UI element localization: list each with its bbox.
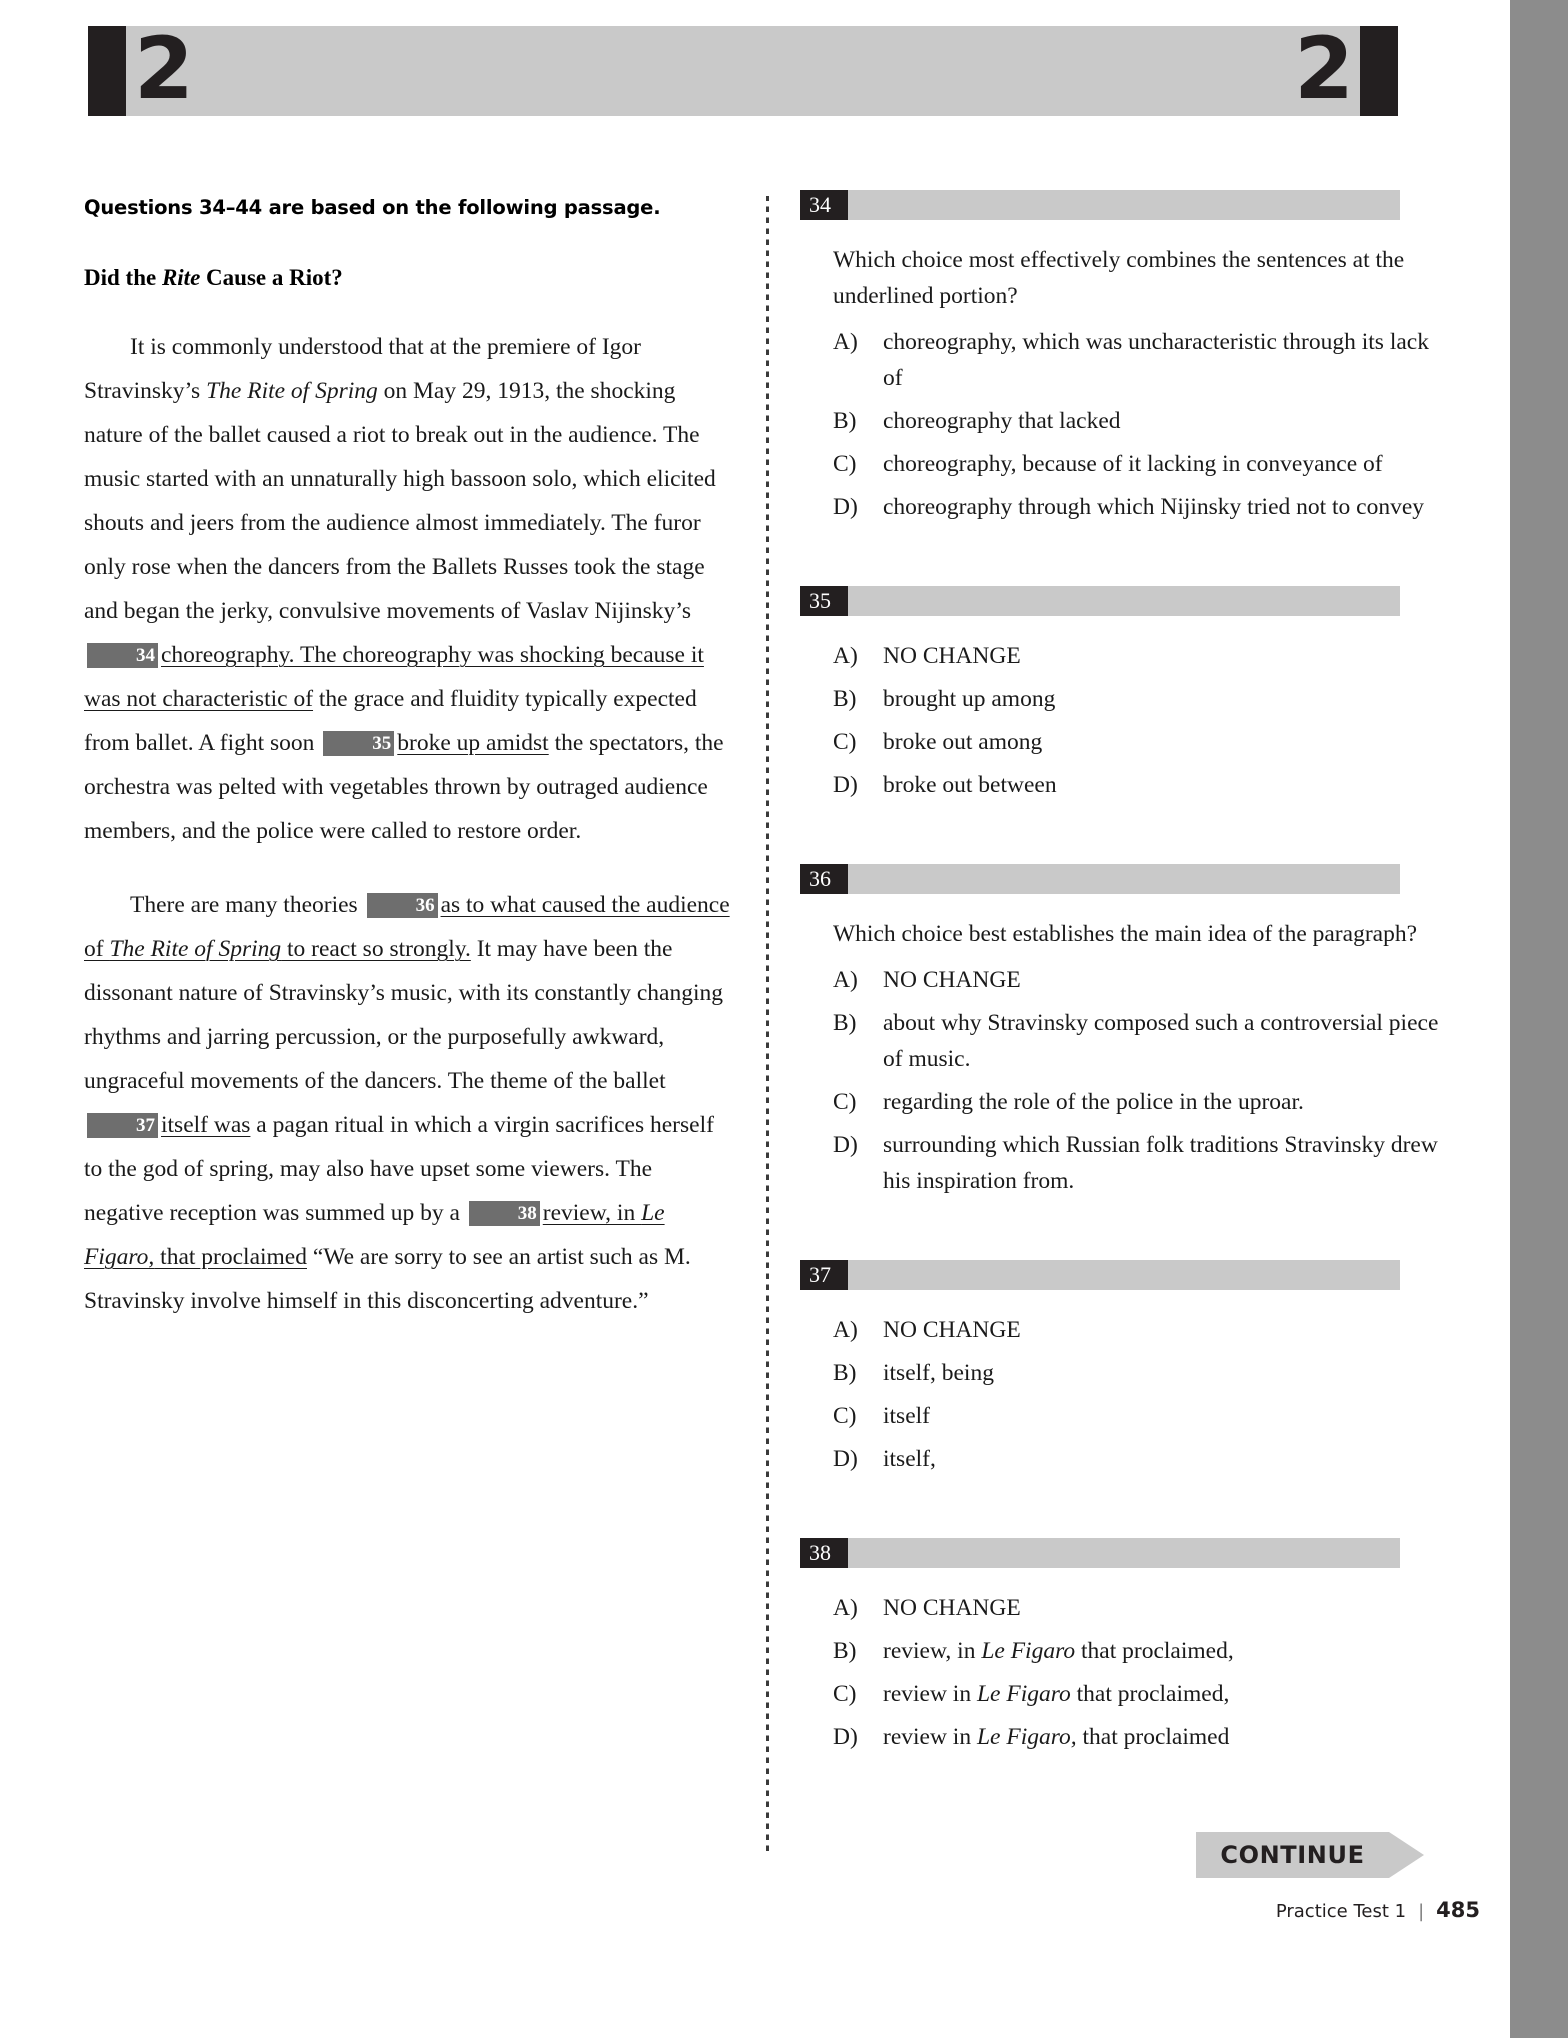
directions-line: Questions 34–44 are based on the following passage. [84,196,661,219]
question-37 [800,1260,1448,1477]
choice-38-d[interactable] [833,1719,1448,1755]
passage-column [84,196,732,1353]
choice-37-a[interactable] [833,1312,1448,1348]
question-35-bar [848,586,1400,616]
choice-36-c-label: C) [833,1089,857,1115]
section-header [88,19,1398,119]
question-36-choices [833,962,1448,1199]
p2-underlined-37: itself was [161,1112,251,1138]
section-number-right: 2 [1294,19,1354,119]
choice-36-d-label: D) [833,1132,858,1158]
spacer-35-36 [800,810,1448,864]
choice-35-c[interactable] [833,724,1448,760]
choice-37-a-text: NO CHANGE [883,1317,1021,1343]
question-38-choices [833,1590,1448,1755]
choice-38-b[interactable] [833,1633,1448,1669]
choice-37-b-text: itself, being [883,1360,994,1386]
choice-35-b-label: B) [833,686,857,712]
choice-38-b-post: that proclaimed, [1075,1638,1234,1664]
choice-38-d-post: that proclaimed [1076,1724,1230,1750]
passage-marker-36[interactable]: 36 [367,893,438,918]
choice-35-d-label: D) [833,772,858,798]
question-35 [800,586,1448,803]
question-35-number: 35 [800,586,848,616]
choice-34-d-text: choreography through which Nijinsky tried not to convey [883,494,1425,520]
spacer-37-38 [800,1484,1448,1538]
passage-title-italic: Rite [161,265,201,290]
choice-35-c-label: C) [833,729,857,755]
question-38 [800,1538,1448,1755]
choice-35-c-text: broke out among [883,729,1043,755]
questions-column [800,190,1448,1762]
question-34-choices [833,324,1448,525]
question-37-choices [833,1312,1448,1477]
footer-test-label: Practice Test 1 [1275,1901,1407,1922]
question-38-number: 38 [800,1538,848,1568]
choice-35-d-text: broke out between [883,772,1057,798]
p1-seg1: It is commonly understood that at the premiere of Igor Stravinsky’s [84,334,641,404]
choice-34-b-text: choreography that lacked [883,408,1121,434]
choice-38-b-label: B) [833,1638,857,1664]
choice-37-d-text: itself, [883,1446,936,1472]
continue-arrow-icon [1389,1832,1424,1878]
header-gray-bar [126,26,1360,116]
p2-seg4: “We are sorry to see an artist such as M. Stravinsky involve himself in this disconcerting adventure.” [84,1244,691,1314]
question-36-bar [848,864,1400,894]
page-edge-band [1510,0,1568,2038]
choice-38-a-pre: NO CHANGE [883,1595,1021,1621]
choice-37-c-label: C) [833,1403,857,1429]
choice-38-c-label: C) [833,1681,857,1707]
question-34-stem: Which choice most effectively combines the sentences at the underlined portion? [833,247,1405,309]
p2-u38-post: that proclaimed [154,1244,307,1270]
passage-marker-35[interactable]: 35 [323,731,394,756]
passage-paragraph-1 [84,325,732,853]
passage-title-post: Cause a Riot? [200,265,343,290]
choice-36-c-text: regarding the role of the police in the uproar. [883,1089,1304,1115]
choice-34-a-text: choreography, which was uncharacteristic through its lack of [883,329,1429,391]
p1-underlined-35: broke up amidst [397,730,549,756]
choice-34-b[interactable] [833,403,1448,439]
footer-separator: | [1418,1901,1425,1922]
header-left-block [88,26,126,116]
choice-37-d[interactable] [833,1441,1448,1477]
choice-37-b-label: B) [833,1360,857,1386]
choice-34-a-label: A) [833,329,858,355]
choice-37-c[interactable] [833,1398,1448,1434]
question-36-header [800,864,1400,894]
continue-button[interactable] [1196,1832,1424,1878]
choice-35-b[interactable] [833,681,1448,717]
question-34-number: 34 [800,190,848,220]
choice-34-d[interactable] [833,489,1448,525]
passage-marker-34[interactable]: 34 [87,643,158,668]
choice-38-c-italic: Le Figaro [976,1681,1071,1707]
choice-34-a[interactable] [833,324,1448,396]
choice-36-b[interactable] [833,1005,1448,1077]
header-right-block [1360,26,1398,116]
p2-seg1: There are many theories [130,892,364,918]
question-37-number: 37 [800,1260,848,1290]
choice-35-a-text: NO CHANGE [883,643,1021,669]
choice-36-c[interactable] [833,1084,1448,1120]
choice-34-c-text: choreography, because of it lacking in conveyance of [883,451,1383,477]
spacer-34-35 [800,532,1448,586]
question-35-header [800,586,1400,616]
question-37-bar [848,1260,1400,1290]
choice-37-a-label: A) [833,1317,858,1343]
choice-38-b-pre: review, in [883,1638,982,1664]
p2-u38-italic: Le Figaro, [84,1200,665,1270]
passage-marker-37[interactable]: 37 [87,1113,158,1138]
choice-35-b-text: brought up among [883,686,1056,712]
choice-36-b-label: B) [833,1010,857,1036]
choice-35-a[interactable] [833,638,1448,674]
choice-38-d-pre: review in [883,1724,977,1750]
question-36 [800,864,1448,1199]
p1-underlined-34: choreography. The choreography was shocking because it was not characteristic of [84,642,704,712]
choice-36-a-label: A) [833,967,858,993]
choice-34-c[interactable] [833,446,1448,482]
page-edge-gap [1502,0,1510,2038]
choice-38-d-italic: Le Figaro, [976,1724,1077,1750]
p2-u36-italic: The Rite of Spring [109,936,282,962]
choice-38-b-italic: Le Figaro [981,1638,1076,1664]
spacer-36-37 [800,1206,1448,1260]
choice-38-a[interactable] [833,1590,1448,1626]
passage-title [84,265,732,291]
p1-seg2: on May 29, 1913, the shocking nature of the ballet caused a riot to break out in the audience. The music started with an unnaturally high bassoon solo, which elicited shouts and jeers from the audience almost immediately. The furor only rose when the dancers from the Ballets Russes took the stage and began the jerky, convulsive movements of Vaslav Nijinsky’s [84,378,716,624]
p2-seg2: It may have been the dissonant nature of Stravinsky’s music, with its constantly changing rhythms and jarring percussion, or the purposefully awkward, ungraceful movements of the dancers. The theme of the ballet [84,936,723,1094]
p2-u36-pre: as to what caused the audience of [84,892,730,962]
question-36-stem: Which choice best establishes the main idea of the paragraph? [833,921,1418,947]
choice-37-d-label: D) [833,1446,858,1472]
p2-u38-pre: review, in [542,1200,642,1226]
choice-37-b[interactable] [833,1355,1448,1391]
choice-34-c-label: C) [833,451,857,477]
choice-38-a-label: A) [833,1595,858,1621]
p2-seg3: a pagan ritual in which a virgin sacrifices herself to the god of spring, may also have upset some viewers. The negative reception was summed up by a [84,1112,714,1226]
choice-38-c-post: that proclaimed, [1070,1681,1230,1707]
choice-36-d-text: surrounding which Russian folk traditions Stravinsky drew his inspiration from. [883,1132,1438,1194]
question-34-header [800,190,1400,220]
column-divider [766,196,769,1856]
p1-seg3: the grace and fluidity typically expected from ballet. A fight soon [84,686,697,756]
section-number-left: 2 [134,19,194,119]
question-35-choices [833,638,1448,803]
choice-38-c[interactable] [833,1676,1448,1712]
choice-38-c-pre: review in [883,1681,977,1707]
p1-seg4: the spectators, the orchestra was pelted with vegetables thrown by outraged audience members, and the police were called to restore order. [84,730,724,844]
choice-34-b-label: B) [833,408,857,434]
choice-36-b-text: about why Stravinsky composed such a controversial piece of music. [883,1010,1439,1072]
question-36-number: 36 [800,864,848,894]
footer-page-number: 485 [1436,1898,1480,1922]
question-38-header [800,1538,1400,1568]
choice-36-d[interactable] [833,1127,1448,1199]
choice-36-a[interactable] [833,962,1448,998]
question-38-bar [848,1538,1400,1568]
choice-36-a-text: NO CHANGE [883,967,1021,993]
question-34 [800,190,1448,525]
passage-paragraph-2 [84,883,732,1323]
question-34-bar [848,190,1400,220]
choice-38-d-label: D) [833,1724,858,1750]
passage-title-pre: Did the [84,265,162,290]
passage-marker-38[interactable]: 38 [469,1201,540,1226]
continue-button-label: CONTINUE [1220,1841,1365,1869]
choice-35-d[interactable] [833,767,1448,803]
page-footer [1100,1898,1480,1922]
question-37-header [800,1260,1400,1290]
choice-37-c-text: itself [883,1403,930,1429]
choice-35-a-label: A) [833,643,858,669]
choice-34-d-label: D) [833,494,858,520]
p2-u36-post: to react so strongly. [281,936,471,962]
p1-italic-title: The Rite of Spring [206,378,378,404]
